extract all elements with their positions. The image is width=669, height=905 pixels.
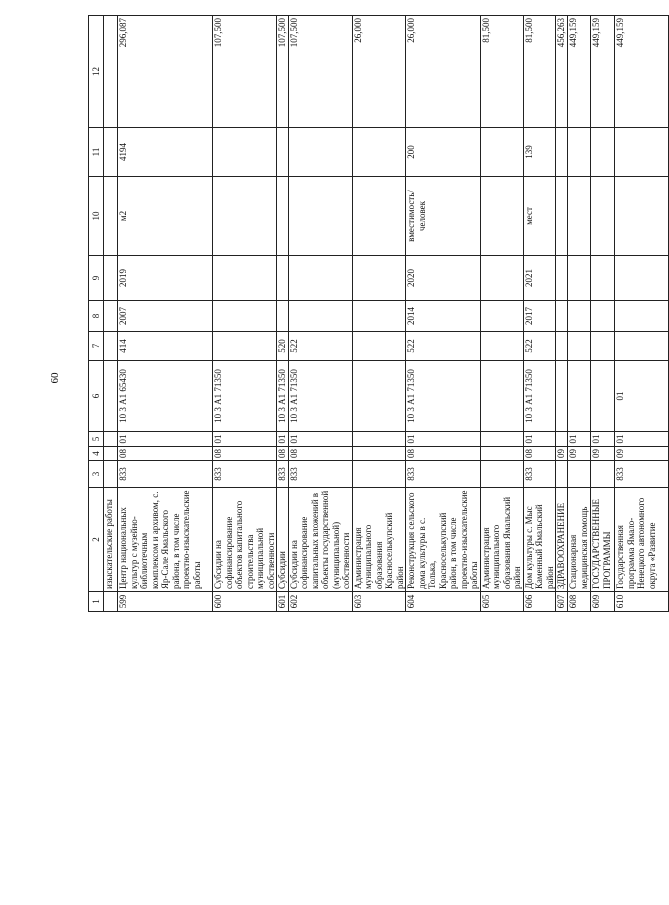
cell-code-5: 01 (523, 432, 556, 447)
cell-code-5 (480, 432, 523, 447)
cell-code-5: 01 (277, 432, 289, 447)
cell-capacity (213, 128, 277, 177)
cell-amount: 107,500 (213, 16, 277, 128)
cell-row-number: 602 (288, 592, 352, 612)
cell-capacity (568, 128, 591, 177)
cell-code-3 (352, 461, 406, 488)
cell-code-3: 833 (523, 461, 556, 488)
cell-code-6 (104, 361, 118, 432)
cell-row-number: 601 (277, 592, 289, 612)
cell-code-6 (352, 361, 406, 432)
cell-code-6: 10 3 А1 71350 (406, 361, 481, 432)
cell-amount: 296,087 (118, 16, 213, 128)
cell-amount: 449,159 (615, 16, 669, 128)
cell-unit (277, 177, 289, 256)
cell-code-7: 520 (277, 332, 289, 361)
cell-capacity (480, 128, 523, 177)
cell-code-5: 01 (213, 432, 277, 447)
cell-description: Администрация муниципального образования Красноселькупский район (352, 488, 406, 592)
cell-code-8 (615, 301, 669, 332)
cell-code-8: 2017 (523, 301, 556, 332)
table-row (568, 16, 591, 612)
table-row (480, 16, 523, 612)
cell-code-8 (288, 301, 352, 332)
cell-capacity: 4194 (118, 128, 213, 177)
cell-code-4: 08 (118, 447, 213, 461)
cell-code-9: 2019 (118, 256, 213, 301)
cell-amount: 26,000 (406, 16, 481, 128)
cell-description: ГОСУДАРСТВЕННЫЕ ПРОГРАММЫ (591, 488, 615, 592)
cell-code-7 (480, 332, 523, 361)
cell-row-number: 600 (213, 592, 277, 612)
cell-code-6: 01 (615, 361, 669, 432)
cell-code-4 (104, 447, 118, 461)
cell-code-5: 01 (591, 432, 615, 447)
cell-code-4: 08 (523, 447, 556, 461)
cell-description: Государственная программа Ямало-Ненецкого автономного округа «Развитие (615, 488, 669, 592)
cell-code-3 (591, 461, 615, 488)
cell-code-6 (591, 361, 615, 432)
cell-amount: 449,159 (591, 16, 615, 128)
cell-description: Центр национальных культур с музейно-библиотечным комплексом и архивом, с. Яр-Сале Ямальского района, в том числе проектно-изыскательские работы (118, 488, 213, 592)
cell-description: Стационарная медицинская помощь (568, 488, 591, 592)
cell-code-7 (568, 332, 591, 361)
cell-code-9: 2021 (523, 256, 556, 301)
cell-code-4: 09 (591, 447, 615, 461)
cell-code-9 (288, 256, 352, 301)
cell-amount (104, 16, 118, 128)
cell-unit: вместимость/ человек (406, 177, 481, 256)
cell-code-5 (556, 432, 568, 447)
cell-unit: м2 (118, 177, 213, 256)
column-header: 9 (89, 256, 104, 301)
cell-amount: 107,500 (288, 16, 352, 128)
column-header: 2 (89, 488, 104, 592)
column-header: 3 (89, 461, 104, 488)
table-row (352, 16, 406, 612)
cell-unit (591, 177, 615, 256)
cell-unit (288, 177, 352, 256)
cell-row-number: 610 (615, 592, 669, 612)
cell-row-number (104, 592, 118, 612)
cell-code-4: 09 (568, 447, 591, 461)
cell-description: Реконструкция сельского дома культуры в с. Толька, Красноселькупский район, в том числе проектно-изыскательские работы (406, 488, 481, 592)
cell-description: Администрация муниципального образования Ямальский район (480, 488, 523, 592)
cell-code-8 (277, 301, 289, 332)
cell-capacity (615, 128, 669, 177)
cell-unit (480, 177, 523, 256)
cell-code-8: 2014 (406, 301, 481, 332)
cell-code-3 (480, 461, 523, 488)
cell-row-number: 606 (523, 592, 556, 612)
cell-unit (352, 177, 406, 256)
cell-code-7: 522 (288, 332, 352, 361)
cell-amount: 26,000 (352, 16, 406, 128)
table-row (591, 16, 615, 612)
column-header: 4 (89, 447, 104, 461)
page-number: 60 (49, 372, 61, 384)
cell-capacity: 139 (523, 128, 556, 177)
cell-row-number: 608 (568, 592, 591, 612)
table-row (288, 16, 352, 612)
cell-code-8 (213, 301, 277, 332)
cell-capacity (556, 128, 568, 177)
cell-code-6: 10 3 А1 71350 (277, 361, 289, 432)
cell-description: ЗДРАВООХРАНЕНИЕ (556, 488, 568, 592)
cell-code-9 (568, 256, 591, 301)
cell-code-6: 10 3 А1 71350 (523, 361, 556, 432)
column-header: 10 (89, 177, 104, 256)
cell-amount: 81,500 (523, 16, 556, 128)
cell-capacity (352, 128, 406, 177)
cell-code-3: 833 (406, 461, 481, 488)
cell-unit (568, 177, 591, 256)
cell-code-4: 08 (406, 447, 481, 461)
cell-code-8 (104, 301, 118, 332)
cell-code-7 (615, 332, 669, 361)
cell-unit (104, 177, 118, 256)
cell-code-9 (556, 256, 568, 301)
cell-code-7 (213, 332, 277, 361)
column-header: 8 (89, 301, 104, 332)
cell-code-8 (591, 301, 615, 332)
cell-unit (556, 177, 568, 256)
cell-capacity (591, 128, 615, 177)
cell-unit (213, 177, 277, 256)
cell-code-9 (480, 256, 523, 301)
cell-code-4 (480, 447, 523, 461)
table-row (104, 16, 118, 612)
cell-row-number: 605 (480, 592, 523, 612)
cell-code-4: 09 (615, 447, 669, 461)
cell-row-number: 609 (591, 592, 615, 612)
cell-capacity (104, 128, 118, 177)
cell-description: изыскательские работы (104, 488, 118, 592)
cell-code-9 (352, 256, 406, 301)
cell-amount: 456,263 (556, 16, 568, 128)
table-row (615, 16, 669, 612)
cell-code-3: 833 (615, 461, 669, 488)
rotated-table-wrapper (88, 16, 657, 612)
cell-code-5: 01 (288, 432, 352, 447)
table-row (118, 16, 213, 612)
cell-code-5 (352, 432, 406, 447)
cell-code-6: 10 3 А1 71350 (213, 361, 277, 432)
cell-amount: 81,500 (480, 16, 523, 128)
cell-code-7: 522 (406, 332, 481, 361)
cell-code-3: 833 (213, 461, 277, 488)
cell-code-4: 08 (277, 447, 289, 461)
cell-row-number: 603 (352, 592, 406, 612)
column-header: 11 (89, 128, 104, 177)
cell-code-3: 833 (277, 461, 289, 488)
cell-amount: 107,500 (277, 16, 289, 128)
cell-row-number: 599 (118, 592, 213, 612)
cell-code-9 (104, 256, 118, 301)
cell-code-3: 833 (118, 461, 213, 488)
cell-code-4: 08 (288, 447, 352, 461)
cell-description: Субсидии (277, 488, 289, 592)
cell-code-6 (556, 361, 568, 432)
cell-code-3 (104, 461, 118, 488)
cell-code-7 (352, 332, 406, 361)
header-row (89, 16, 104, 612)
column-header: 7 (89, 332, 104, 361)
table-row (556, 16, 568, 612)
table-row (523, 16, 556, 612)
cell-code-8 (352, 301, 406, 332)
cell-code-7: 522 (523, 332, 556, 361)
cell-code-5: 01 (615, 432, 669, 447)
cell-code-9 (615, 256, 669, 301)
cell-code-3: 833 (288, 461, 352, 488)
cell-unit: мест (523, 177, 556, 256)
cell-code-6 (568, 361, 591, 432)
cell-code-3 (556, 461, 568, 488)
cell-code-5 (104, 432, 118, 447)
column-header: 5 (89, 432, 104, 447)
cell-code-8 (556, 301, 568, 332)
column-header: 6 (89, 361, 104, 432)
cell-code-9: 2020 (406, 256, 481, 301)
cell-code-6 (480, 361, 523, 432)
cell-description: Субсидии на софинансирование капитальных вложений в объекты государственной (муниципальной) собственности (288, 488, 352, 592)
cell-code-9 (277, 256, 289, 301)
cell-capacity (277, 128, 289, 177)
table-row (213, 16, 277, 612)
cell-code-9 (591, 256, 615, 301)
cell-description: Дом культуры с. Мыс Каменный Ямальский район (523, 488, 556, 592)
cell-code-7 (591, 332, 615, 361)
cell-code-8 (480, 301, 523, 332)
cell-code-4: 08 (213, 447, 277, 461)
table-row (277, 16, 289, 612)
cell-code-5: 01 (406, 432, 481, 447)
cell-code-8 (568, 301, 591, 332)
cell-capacity (288, 128, 352, 177)
cell-code-7 (556, 332, 568, 361)
cell-code-9 (213, 256, 277, 301)
column-header: 12 (89, 16, 104, 128)
cell-code-8: 2007 (118, 301, 213, 332)
cell-code-4 (352, 447, 406, 461)
column-header: 1 (89, 592, 104, 612)
cell-capacity: 200 (406, 128, 481, 177)
cell-row-number: 607 (556, 592, 568, 612)
cell-description: Субсидии на софинансирование объектов капитального строительства муниципальной собственности (213, 488, 277, 592)
cell-code-6: 10 3 А1 71350 (288, 361, 352, 432)
cell-amount: 449,159 (568, 16, 591, 128)
table-row (406, 16, 481, 612)
budget-table (88, 15, 669, 612)
cell-code-5: 01 (118, 432, 213, 447)
cell-row-number: 604 (406, 592, 481, 612)
cell-code-6: 10 3 А1 65430 (118, 361, 213, 432)
cell-code-7 (104, 332, 118, 361)
cell-code-7: 414 (118, 332, 213, 361)
cell-code-4: 09 (556, 447, 568, 461)
cell-code-3 (568, 461, 591, 488)
cell-unit (615, 177, 669, 256)
cell-code-5: 01 (568, 432, 591, 447)
